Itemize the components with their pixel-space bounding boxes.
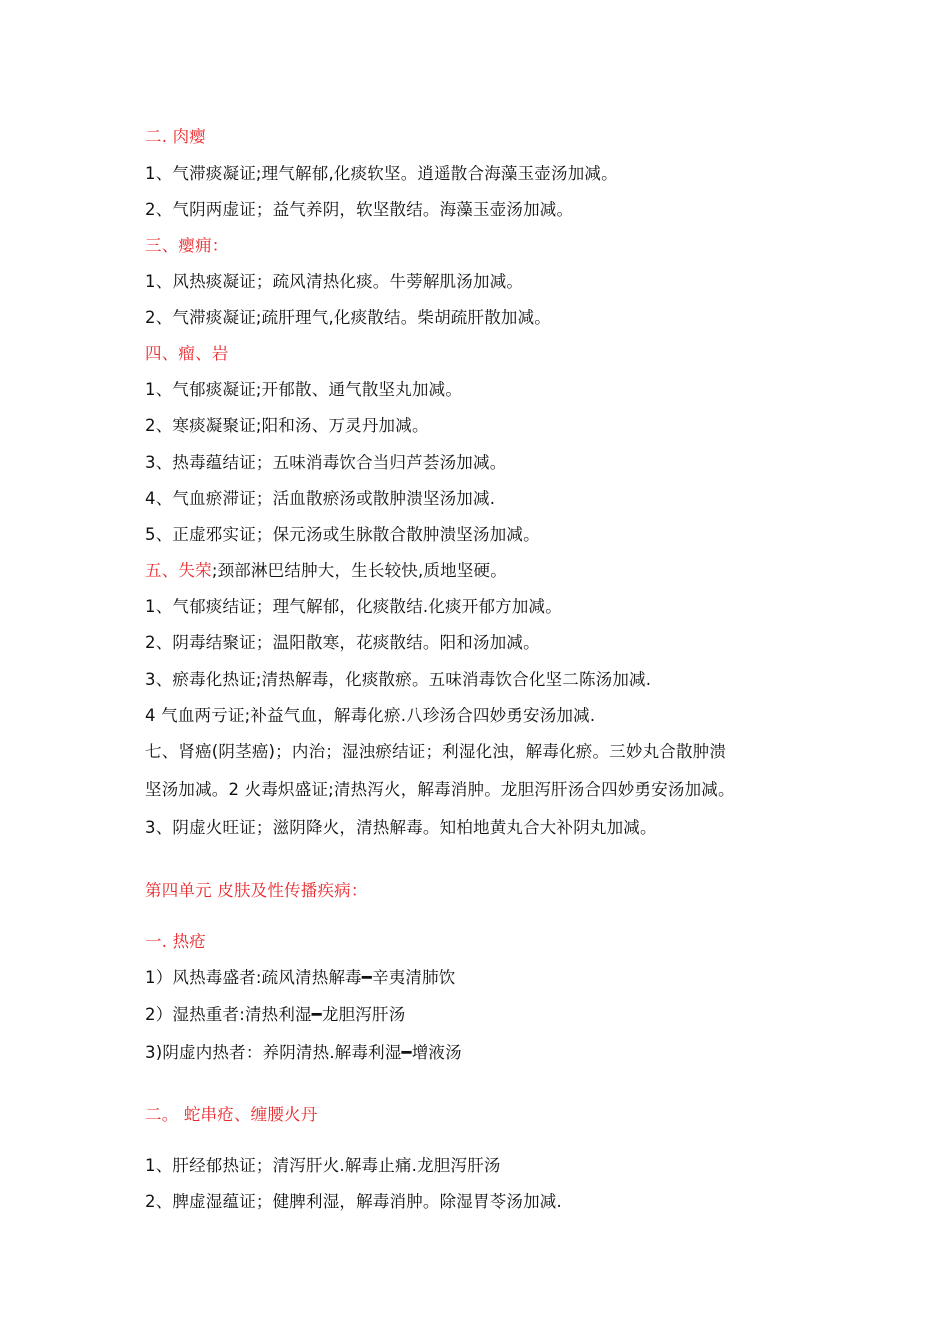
line-text: 1、肝经郁热证；清泻肝火.解毒止痛.龙胆泻肝汤 — [145, 1156, 501, 1175]
line-text: 5、正虚邪实证；保元汤或生脉散合散肿溃坚汤加减。 — [145, 525, 540, 544]
text-line — [145, 1155, 501, 1177]
heading-shechuanchuang — [145, 1104, 317, 1126]
unit-heading — [145, 880, 368, 902]
line-text: 2、脾虚湿蕴证；健脾利湿，解毒消肿。除湿胃苓汤加减. — [145, 1192, 562, 1211]
text-line — [145, 817, 657, 839]
line-text: 2、阴毒结聚证；温阳散寒，花痰散结。阳和汤加减。 — [145, 633, 540, 652]
text-line — [145, 967, 456, 989]
line-text: 2、寒痰凝聚证;阳和汤、万灵丹加减。 — [145, 416, 429, 435]
line-text: 坚汤加减。2 火毒炽盛证;清热泻火，解毒消肿。龙胆泻肝汤合四妙勇安汤加减。 — [145, 780, 735, 799]
text-line — [145, 779, 735, 801]
text-line — [145, 741, 726, 763]
line-text: 1、气郁痰凝证;开郁散、通气散坚丸加减。 — [145, 380, 463, 399]
line-text: 3)阴虚内热者：养阴清热.解毒利湿━增液汤 — [145, 1043, 462, 1062]
text-line — [145, 163, 618, 185]
heading-text: 第四单元 皮肤及性传播疾病： — [145, 881, 368, 900]
text-line — [145, 596, 562, 618]
text-line — [145, 415, 429, 437]
line-text: 2）湿热重者:清热利湿━龙胆泻肝汤 — [145, 1005, 406, 1024]
heading-text: 四、瘤、岩 — [145, 344, 229, 363]
heading-rouying — [145, 126, 206, 148]
heading-shirong — [145, 560, 507, 582]
text-line — [145, 488, 495, 510]
line-text: 3、阴虚火旺证；滋阴降火，清热解毒。知柏地黄丸合大补阴丸加减。 — [145, 818, 657, 837]
line-text: 4 气血两亏证;补益气血，解毒化瘀.八珍汤合四妙勇安汤加减. — [145, 706, 596, 725]
text-line — [145, 452, 506, 474]
line-text: 1、气郁痰结证；理气解郁，化痰散结.化痰开郁方加减。 — [145, 597, 562, 616]
heading-text: 二. 肉瘿 — [145, 127, 206, 146]
heading-liu-yan — [145, 343, 229, 365]
text-line — [145, 379, 462, 401]
text-line — [145, 632, 540, 654]
text-line — [145, 307, 551, 329]
line-text: 3、瘀毒化热证;清热解毒，化痰散瘀。五味消毒饮合化坚二陈汤加减. — [145, 670, 652, 689]
text-line — [145, 271, 523, 293]
heading-yingyong — [145, 235, 229, 257]
text-line — [145, 705, 595, 727]
line-text: 2、气滞痰凝证;疏肝理气,化痰散结。柴胡疏肝散加减。 — [145, 308, 552, 327]
text-line — [145, 524, 540, 546]
heading-text: 一. 热疮 — [145, 932, 206, 951]
heading-text: 五、失荣 — [145, 561, 212, 580]
line-text: 3、热毒蕴结证；五味消毒饮合当归芦荟汤加减。 — [145, 453, 507, 472]
line-text: 1、气滞痰凝证;理气解郁,化痰软坚。逍遥散合海藻玉壶汤加减。 — [145, 164, 618, 183]
line-text: 2、气阴两虚证；益气养阴，软坚散结。海藻玉壶汤加减。 — [145, 200, 574, 219]
text-line — [145, 669, 651, 691]
heading-text: 三、瘿痈： — [145, 236, 229, 255]
text-line — [145, 1042, 462, 1064]
line-text: 4、气血瘀滞证；活血散瘀汤或散肿溃坚汤加减. — [145, 489, 496, 508]
text-line — [145, 1191, 562, 1213]
text-line — [145, 1004, 405, 1026]
heading-rechuang — [145, 931, 206, 953]
text-line — [145, 199, 573, 221]
heading-text: 二。 蛇串疮、缠腰火丹 — [145, 1105, 318, 1124]
line-text: 1）风热毒盛者:疏风清热解毒━辛夷清肺饮 — [145, 968, 456, 987]
line-text: ;颈部淋巴结肿大，生长较快,质地坚硬。 — [211, 561, 507, 580]
line-text: 1、风热痰凝证；疏风清热化痰。牛蒡解肌汤加减。 — [145, 272, 524, 291]
line-text: 七、肾癌(阴茎癌)；内治；湿浊瘀结证；利湿化浊，解毒化瘀。三妙丸合散肿溃 — [145, 742, 727, 761]
